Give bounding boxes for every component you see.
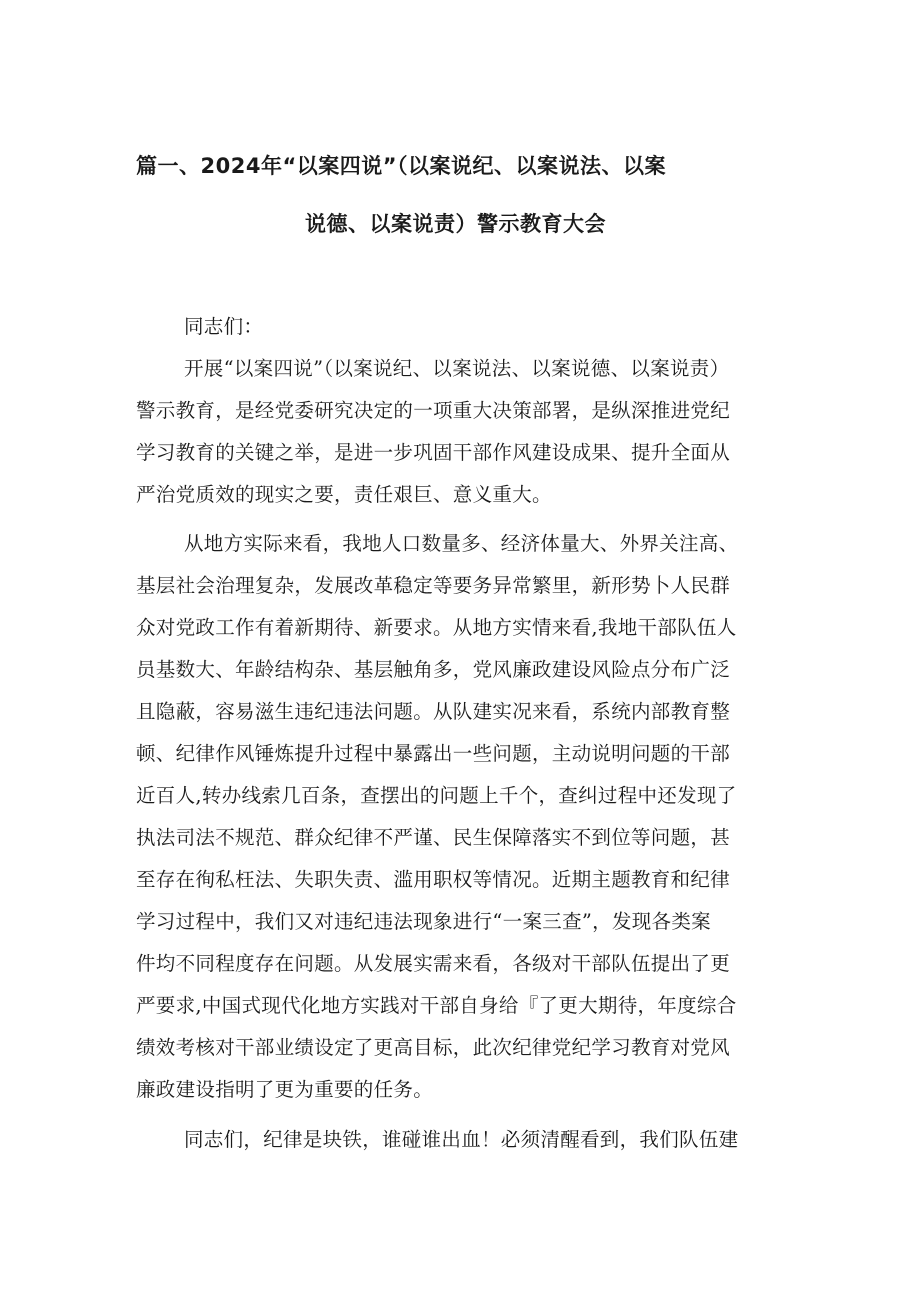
body-line: 绩效考核对干部业绩设定了更高目标，此次纪律党纪学习教育对党风 bbox=[136, 1036, 731, 1059]
body-line: 警示教育，是经党委研究决定的一项重大决策部署，是纵深推进党纪 bbox=[136, 399, 731, 422]
body-line: 至存在徇私枉法、失职失责、滥用职权等情况。近期主题教育和纪律 bbox=[136, 868, 731, 891]
body-line: 从地方实际来看，我地人口数量多、经济体量大、外界关注高、 bbox=[184, 532, 739, 555]
body-line: 学习教育的关键之举，是进一步巩固干部作风建设成果、提升全面从 bbox=[136, 441, 731, 464]
body-line: 同志们，纪律是块铁，谁碰谁出血！必须清醒看到，我们队伍建 bbox=[184, 1128, 739, 1151]
body-line: 严治党质效的现实之要，责任艰巨、意义重大。 bbox=[136, 483, 552, 506]
body-line: 廉政建设指明了更为重要的任务。 bbox=[136, 1078, 434, 1101]
body-line: 顿、纪律作风锤炼提升过程中暴露出一些问题，主动说明问题的干部 bbox=[136, 742, 731, 765]
body-line: 员基数大、年龄结构杂、基层触角多，党风廉政建设风险点分布广泛 bbox=[136, 658, 731, 681]
body-line: 且隐蔽，容易滋生违纪违法问题。从队建实况来看，系统内部教育整 bbox=[136, 700, 731, 723]
body-line: 基层社会治理复杂，发展改革稳定等要务异常繁里，新形势卜人民群 bbox=[136, 574, 731, 597]
body-line: 件均不同程度存在问题。从发展实需来看，各级对干部队伍提出了更 bbox=[136, 952, 731, 975]
body-line: 严要求,中国式现代化地方实践对干部自身给『了更大期待，年度综合 bbox=[136, 994, 737, 1017]
document-title-line-1: 篇一、2024年“以案四说”（以案说纪、以案说法、以案 bbox=[136, 154, 667, 178]
body-line: 学习过程中，我们又对违纪违法现象进行“一案三查”，发现各类案 bbox=[136, 910, 711, 933]
document-title-line-2: 说德、以案说责）警示教育大会 bbox=[305, 212, 606, 236]
body-line: 众对党政工作有着新期待、新要求。从地方实情来看,我地干部队伍人 bbox=[136, 616, 737, 639]
body-line: 近百人,转办线索几百条，查摆出的问题上千个，查纠过程中还发现了 bbox=[136, 784, 737, 807]
body-line: 开展“以案四说”（以案说纪、以案说法、以案说德、以案说责） bbox=[184, 357, 730, 380]
body-line: 执法司法不规范、群众纪律不严谨、民生保障落实不到位等问题，甚 bbox=[136, 826, 731, 849]
body-line-salutation: 同志们： bbox=[184, 315, 264, 338]
